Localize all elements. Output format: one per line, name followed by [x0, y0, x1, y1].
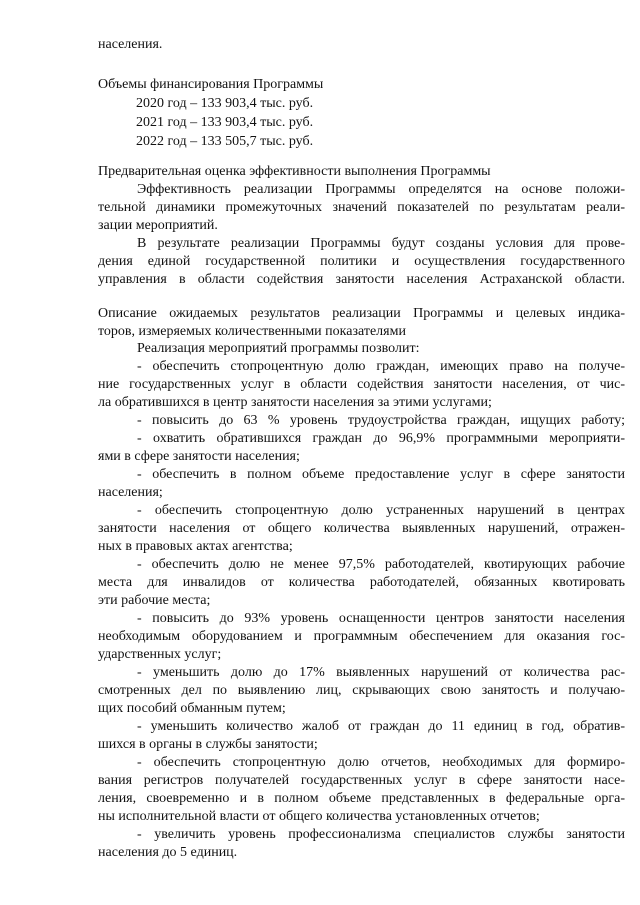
result-line: - обеспечить стопроцентную долю отчетов, необходимых для формиро-	[137, 755, 625, 770]
result-line: ние государственных услуг в области содействия занятости населения, от чис-	[98, 377, 625, 392]
result-line: эти рабочие места;	[98, 593, 211, 608]
result-line: - уменьшить долю до 17% выявленных нарушений от количества рас-	[137, 665, 625, 680]
result-line: вания регистров получателей государственных услуг в сфере занятости насе-	[98, 773, 625, 788]
assessment-heading: Предварительная оценка эффективности выполнения Программы	[98, 164, 491, 179]
result-line: смотренных дел по выявлению лиц, скрывающих свою занятость и получаю-	[98, 683, 625, 698]
result-line: - повысить до 93% уровень оснащенности центров занятости населения	[137, 611, 625, 626]
result-line: ла обратившихся в центр занятости населения за этими услугами;	[98, 395, 492, 410]
results-heading-line: торов, измеряемых количественными показателями	[98, 324, 406, 339]
result-line: - обеспечить в полном объеме предоставление услуг в сфере занятости	[137, 467, 625, 482]
assessment-line: тельной динамики промежуточных значений показателей по результатам реали-	[98, 200, 625, 215]
result-line: шихся в органы в службы занятости;	[98, 737, 318, 752]
result-line: ями в сфере занятости населения;	[98, 449, 300, 464]
assessment-line: дения единой государственной политики и осуществления государственного	[98, 254, 625, 269]
intro-tail-text: населения.	[98, 37, 163, 52]
assessment-line: Эффективность реализации Программы определятся на основе положи-	[137, 182, 625, 197]
result-line: - обеспечить стопроцентную долю устраненных нарушений в центрах	[137, 503, 625, 518]
result-line: занятости населения от общего количества выявленных нарушений, отражен-	[98, 521, 625, 536]
result-line: места для инвалидов от количества работодателей, обязанных квотировать	[98, 575, 625, 590]
assessment-line: управления в области содействия занятости населения Астраханской области.	[98, 272, 625, 287]
result-line: - обеспечить долю не менее 97,5% работодателей, квотирующих рабочие	[137, 557, 625, 572]
result-line: - обеспечить стопроцентную долю граждан, имеющих право на получе-	[137, 359, 625, 374]
result-line: населения;	[98, 485, 163, 500]
financing-year-2020: 2020 год – 133 903,4 тыс. руб.	[136, 96, 314, 111]
result-line: ударственных услуг;	[98, 647, 222, 662]
result-line: - охватить обратившихся граждан до 96,9% программными мероприяти-	[137, 431, 625, 446]
result-line: - увеличить уровень профессионализма специалистов службы занятости	[137, 827, 625, 842]
result-line: населения до 5 единиц.	[98, 845, 238, 860]
results-intro: Реализация мероприятий программы позволит:	[137, 341, 420, 356]
result-line: ных в правовых актах агентства;	[98, 539, 293, 554]
results-heading-line: Описание ожидаемых результатов реализации Программы и целевых индика-	[98, 306, 625, 321]
financing-year-2021: 2021 год – 133 903,4 тыс. руб.	[136, 115, 314, 130]
result-line: ны исполнительной власти от общего количества установленных отчетов;	[98, 809, 540, 824]
result-line: ления, своевременно и в полном объеме представленных в федеральные орга-	[98, 791, 625, 806]
assessment-line: зации мероприятий.	[98, 218, 218, 233]
result-line: щих пособий обманным путем;	[98, 701, 286, 716]
result-line: необходимым оборудованием и программным обеспечением для оказания гос-	[98, 629, 625, 644]
result-line: - повысить до 63 % уровень трудоустройства граждан, ищущих работу;	[137, 413, 625, 428]
assessment-line: В результате реализации Программы будут созданы условия для прове-	[137, 236, 625, 251]
financing-heading: Объемы финансирования Программы	[98, 77, 324, 92]
financing-year-2022: 2022 год – 133 505,7 тыс. руб.	[136, 134, 314, 149]
result-line: - уменьшить количество жалоб от граждан до 11 единиц в год, обратив-	[137, 719, 625, 734]
